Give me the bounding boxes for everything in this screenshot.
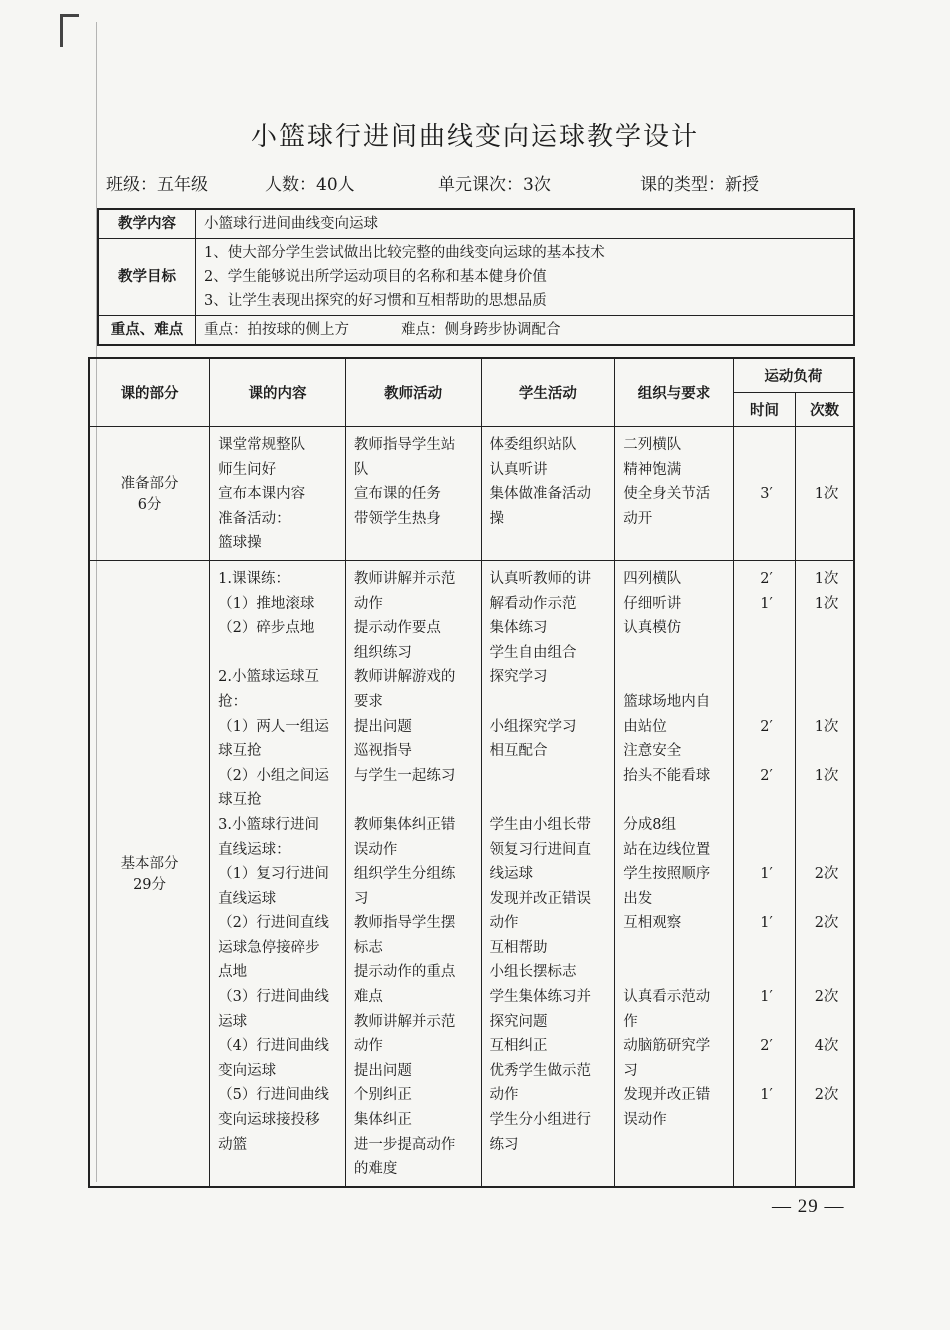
cell-line: 练习 xyxy=(489,1136,519,1153)
cell-line xyxy=(742,1059,791,1084)
cell-line xyxy=(804,788,849,813)
cell-line xyxy=(623,960,729,985)
cell-line: 1次 xyxy=(814,767,839,784)
cell-line: 学生集体练习并 xyxy=(489,989,592,1006)
basic-student xyxy=(481,560,615,1186)
prep-part-label xyxy=(89,427,210,561)
cell-line: 站在边线位置 xyxy=(623,841,711,858)
cell-line: 带领学生热身 xyxy=(353,510,441,527)
cell-line: 出发 xyxy=(623,890,653,907)
cell-line: 仔细听讲 xyxy=(623,595,682,612)
cell-line: （2）小组之间运 xyxy=(218,767,329,784)
header-exercise-load: 运动负荷 xyxy=(733,358,854,393)
cell-line xyxy=(623,1133,729,1158)
header-times: 次数 xyxy=(796,393,854,427)
header-organization: 组织与要求 xyxy=(615,358,734,427)
info-row-content xyxy=(98,209,854,239)
cell-line: 操 xyxy=(489,510,505,527)
prep-time xyxy=(733,427,795,561)
cell-line xyxy=(804,641,849,666)
cell-line xyxy=(804,1108,849,1133)
cell-line: （1）推地滚球 xyxy=(218,595,315,612)
cell-line: 变向运球 xyxy=(218,1062,277,1079)
cell-line xyxy=(804,690,849,715)
cell-line: 优秀学生做示范 xyxy=(489,1062,592,1079)
cell-line: （2）行进间直线 xyxy=(218,915,329,932)
cell-line xyxy=(218,641,341,666)
basic-part-name: 基本部分 xyxy=(120,856,179,873)
cell-line xyxy=(804,616,849,641)
cell-line xyxy=(804,665,849,690)
cell-line: （1）两人一组运 xyxy=(218,718,329,735)
cell-line xyxy=(490,690,611,715)
cell-line xyxy=(490,764,611,789)
cell-line xyxy=(804,531,849,556)
cell-line: 提出问题 xyxy=(353,718,412,735)
cell-line: 3.小篮球行进间 xyxy=(218,816,319,833)
basic-times xyxy=(796,560,854,1186)
cell-line: 领复习行进间直 xyxy=(489,841,592,858)
info-row-key xyxy=(98,316,854,346)
cell-line: 直线运球 xyxy=(218,890,277,907)
cell-line xyxy=(804,1010,849,1035)
cell-line xyxy=(804,433,849,458)
cell-line: 标志 xyxy=(353,939,383,956)
cell-line xyxy=(742,887,791,912)
cell-line: 认真看示范动 xyxy=(623,989,711,1006)
header-row xyxy=(89,358,854,393)
lesson-plan-table xyxy=(88,357,855,1188)
header-time: 时间 xyxy=(733,393,795,427)
cell-line: 动作 xyxy=(353,1038,383,1055)
cell-line: 球互抢 xyxy=(218,792,262,809)
cell-line xyxy=(804,507,849,532)
cell-line xyxy=(742,1010,791,1035)
cell-line: 动作 xyxy=(353,595,383,612)
cell-line: 习 xyxy=(623,1062,638,1079)
cell-line xyxy=(804,1059,849,1084)
cell-line xyxy=(742,838,791,863)
cell-line: 抬头不能看球 xyxy=(623,767,711,784)
row-preparation xyxy=(89,427,854,561)
basic-teacher xyxy=(345,560,481,1186)
cell-line xyxy=(742,433,791,458)
document-title: 小篮球行进间曲线变向运球教学设计 xyxy=(250,122,699,152)
row-basic xyxy=(89,560,854,1186)
meta-class: 班级：五年级 xyxy=(106,175,208,195)
cell-line xyxy=(742,936,791,961)
cell-line: 集体做准备活动 xyxy=(489,486,592,503)
cell-line: 精神饱满 xyxy=(623,461,682,478)
cell-line: 1′ xyxy=(760,989,773,1006)
cell-line xyxy=(804,936,849,961)
cell-line: 直线运球： xyxy=(218,841,291,858)
cell-line: 宣布课的任务 xyxy=(353,486,441,503)
cell-line xyxy=(623,788,729,813)
cell-line xyxy=(742,788,791,813)
cell-line: 使全身关节活 xyxy=(623,486,711,503)
cell-line: 动作 xyxy=(489,915,519,932)
key-point: 重点：拍按球的侧上方 xyxy=(204,322,349,338)
cell-line: 准备活动： xyxy=(218,510,291,527)
cell-line: 解看动作示范 xyxy=(489,595,577,612)
cell-line: 师生问好 xyxy=(218,461,277,478)
cell-line: 要求 xyxy=(353,693,383,710)
cell-line: 组织学生分组练 xyxy=(353,866,456,883)
cell-line: 四列横队 xyxy=(623,570,682,587)
cell-line: 学生按照顺序 xyxy=(623,866,711,883)
cell-line: 2′ xyxy=(760,767,773,784)
cell-line: 集体练习 xyxy=(489,620,548,637)
lesson-meta xyxy=(100,170,860,194)
cell-line: 教师指导学生站 xyxy=(353,437,456,453)
cell-line xyxy=(742,1157,791,1182)
cell-line xyxy=(623,641,729,666)
cell-line: 运球 xyxy=(218,1013,248,1030)
cell-line: （1）复习行进间 xyxy=(218,866,329,883)
cell-line: 教师讲解游戏的 xyxy=(353,669,456,686)
cell-line: 动篮 xyxy=(218,1136,248,1153)
cell-line: 教师讲解并示范 xyxy=(353,1013,456,1030)
goal-item: 1、使大部分学生尝试做出比较完整的曲线变向运球的基本技术 xyxy=(204,245,605,261)
basic-part-time: 29分 xyxy=(133,877,167,894)
cell-line: 巡视指导 xyxy=(353,743,412,760)
cell-line: 学生自由组合 xyxy=(489,644,577,661)
prep-times xyxy=(796,427,854,561)
cell-line: （2）碎步点地 xyxy=(218,620,315,637)
cell-line: 点地 xyxy=(218,964,248,981)
cell-line: 动开 xyxy=(623,510,653,527)
meta-lesson-type: 课的类型：新授 xyxy=(640,175,759,195)
cell-line: 3′ xyxy=(760,486,773,503)
cell-line: 组织练习 xyxy=(353,644,412,661)
cell-line xyxy=(804,458,849,483)
basic-content xyxy=(210,560,346,1186)
cell-line: 互相观察 xyxy=(623,915,682,932)
cell-line xyxy=(354,788,477,813)
cell-line: 认真听教师的讲 xyxy=(489,570,592,587)
info-row-goals xyxy=(98,239,854,316)
cell-line: 2.小篮球运球互 xyxy=(218,669,319,686)
cell-line: 的难度 xyxy=(353,1161,398,1178)
cell-line: （3）行进间曲线 xyxy=(218,989,329,1006)
prep-teacher xyxy=(345,427,481,561)
cell-line: 二列横队 xyxy=(623,437,682,453)
cell-line xyxy=(804,1133,849,1158)
cell-line: 注意安全 xyxy=(623,743,682,760)
cell-line: 与学生一起练习 xyxy=(353,767,456,784)
cell-line: 探究学习 xyxy=(489,669,548,686)
cell-line: 集体纠正 xyxy=(353,1112,412,1129)
cell-line: 难点 xyxy=(353,989,383,1006)
scan-corner-mark xyxy=(60,14,79,47)
cell-line: 误动作 xyxy=(623,1112,667,1129)
cell-line: 提示动作要点 xyxy=(353,620,441,637)
cell-line: 1次 xyxy=(814,718,839,735)
cell-line: 1.课课练： xyxy=(218,570,290,587)
key-value xyxy=(196,316,855,346)
cell-line: 教师讲解并示范 xyxy=(353,570,456,587)
cell-line: 运球急停接碎步 xyxy=(218,939,320,956)
cell-line: 提出问题 xyxy=(353,1062,412,1079)
header-part: 课的部分 xyxy=(89,358,210,427)
cell-line xyxy=(354,531,477,556)
cell-line xyxy=(804,813,849,838)
cell-line xyxy=(742,690,791,715)
lesson-info-table xyxy=(97,208,855,346)
cell-line: 发现并改正错误 xyxy=(489,890,592,907)
cell-line: 动作 xyxy=(489,1087,519,1104)
cell-line: 2次 xyxy=(814,989,839,1006)
cell-line: 误动作 xyxy=(353,841,398,858)
cell-line: 相互配合 xyxy=(489,743,548,760)
cell-line xyxy=(742,960,791,985)
content-label: 教学内容 xyxy=(98,209,196,239)
key-label: 重点、难点 xyxy=(98,316,196,346)
meta-unit-lesson: 单元课次：3次 xyxy=(438,175,551,195)
cell-line xyxy=(742,739,791,764)
cell-line: 分成8组 xyxy=(623,816,676,833)
prep-student xyxy=(481,427,615,561)
cell-line: 变向运球接投移 xyxy=(218,1112,320,1129)
cell-line: 体委组织站队 xyxy=(489,437,577,453)
cell-line: 习 xyxy=(353,890,369,907)
cell-line: 2′ xyxy=(760,1038,773,1055)
cell-line xyxy=(742,531,791,556)
header-content: 课的内容 xyxy=(210,358,346,427)
cell-line: （5）行进间曲线 xyxy=(218,1087,329,1104)
goal-item: 2、学生能够说出所学运动项目的名称和基本健身价值 xyxy=(204,269,547,285)
cell-line: 小组长摆标志 xyxy=(489,964,577,981)
prep-part-time: 6分 xyxy=(137,497,162,514)
cell-line xyxy=(623,665,729,690)
cell-line xyxy=(804,960,849,985)
header-teacher: 教师活动 xyxy=(345,358,481,427)
cell-line xyxy=(490,788,611,813)
cell-line xyxy=(742,1108,791,1133)
basic-organization xyxy=(615,560,734,1186)
cell-line: 4次 xyxy=(814,1038,839,1055)
cell-line xyxy=(490,1157,611,1182)
cell-line: 由站位 xyxy=(623,718,667,735)
cell-line: 探究问题 xyxy=(489,1013,548,1030)
cell-line xyxy=(742,507,791,532)
cell-line xyxy=(804,739,849,764)
cell-line xyxy=(804,838,849,863)
cell-line: 球互抢 xyxy=(218,743,262,760)
cell-line: 1次 xyxy=(814,486,839,503)
cell-line: 认真模仿 xyxy=(623,620,682,637)
cell-line xyxy=(742,1133,791,1158)
cell-line: 小组探究学习 xyxy=(489,718,577,735)
cell-line: 抢： xyxy=(218,693,248,710)
goal-item: 3、让学生表现出探究的好习惯和互相帮助的思想品质 xyxy=(204,293,547,309)
cell-line: 2次 xyxy=(814,915,839,932)
cell-line: 教师集体纠正错 xyxy=(353,816,456,833)
cell-line: 篮球场地内自 xyxy=(623,693,711,710)
cell-line: 认真听讲 xyxy=(489,461,548,478)
cell-line: 宣布本课内容 xyxy=(218,486,306,503)
prep-content xyxy=(210,427,346,561)
goals-label: 教学目标 xyxy=(98,239,196,316)
content-value: 小篮球行进间曲线变向运球 xyxy=(196,209,855,239)
cell-line: 篮球操 xyxy=(218,535,262,552)
cell-line: 2′ xyxy=(760,570,773,587)
cell-line xyxy=(742,641,791,666)
cell-line: 2次 xyxy=(814,866,839,883)
cell-line: 互相纠正 xyxy=(489,1038,548,1055)
cell-line: 个别纠正 xyxy=(353,1087,412,1104)
prep-organization xyxy=(615,427,734,561)
cell-line: （4）行进间曲线 xyxy=(218,1038,329,1055)
cell-line: 互相帮助 xyxy=(489,939,548,956)
cell-line: 1′ xyxy=(760,1087,773,1104)
cell-line xyxy=(490,531,611,556)
cell-line: 1次 xyxy=(814,570,839,587)
cell-line: 队 xyxy=(353,461,369,478)
cell-line xyxy=(742,665,791,690)
meta-student-count: 人数：40人 xyxy=(265,175,355,195)
cell-line xyxy=(742,458,791,483)
prep-part-name: 准备部分 xyxy=(120,476,179,493)
cell-line xyxy=(742,813,791,838)
cell-line: 1′ xyxy=(760,866,773,883)
cell-line: 教师指导学生摆 xyxy=(353,915,456,932)
cell-line: 2′ xyxy=(760,718,773,735)
cell-line xyxy=(218,1157,341,1182)
cell-line xyxy=(623,1157,729,1182)
cell-line xyxy=(623,936,729,961)
cell-line: 提示动作的重点 xyxy=(353,964,456,981)
header-student: 学生活动 xyxy=(481,358,615,427)
basic-part-label xyxy=(89,560,210,1186)
cell-line: 作 xyxy=(623,1013,638,1030)
cell-line: 1′ xyxy=(760,595,773,612)
cell-line: 动脑筋研究学 xyxy=(623,1038,711,1055)
cell-line: 进一步提高动作 xyxy=(353,1136,456,1153)
cell-line: 2次 xyxy=(814,1087,839,1104)
difficult-point: 难点：侧身跨步协调配合 xyxy=(401,322,561,338)
basic-time xyxy=(733,560,795,1186)
cell-line: 学生分小组进行 xyxy=(489,1112,592,1129)
cell-line xyxy=(742,616,791,641)
cell-line: 1′ xyxy=(760,915,773,932)
cell-line xyxy=(804,887,849,912)
cell-line xyxy=(623,531,729,556)
cell-line xyxy=(804,1157,849,1182)
page-number: — 29 — xyxy=(772,1196,845,1217)
cell-line: 学生由小组长带 xyxy=(489,816,592,833)
cell-line: 发现并改正错 xyxy=(623,1087,711,1104)
cell-line: 课堂常规整队 xyxy=(218,437,306,453)
cell-line: 线运球 xyxy=(489,866,534,883)
goals-list xyxy=(196,239,855,316)
cell-line: 1次 xyxy=(814,595,839,612)
